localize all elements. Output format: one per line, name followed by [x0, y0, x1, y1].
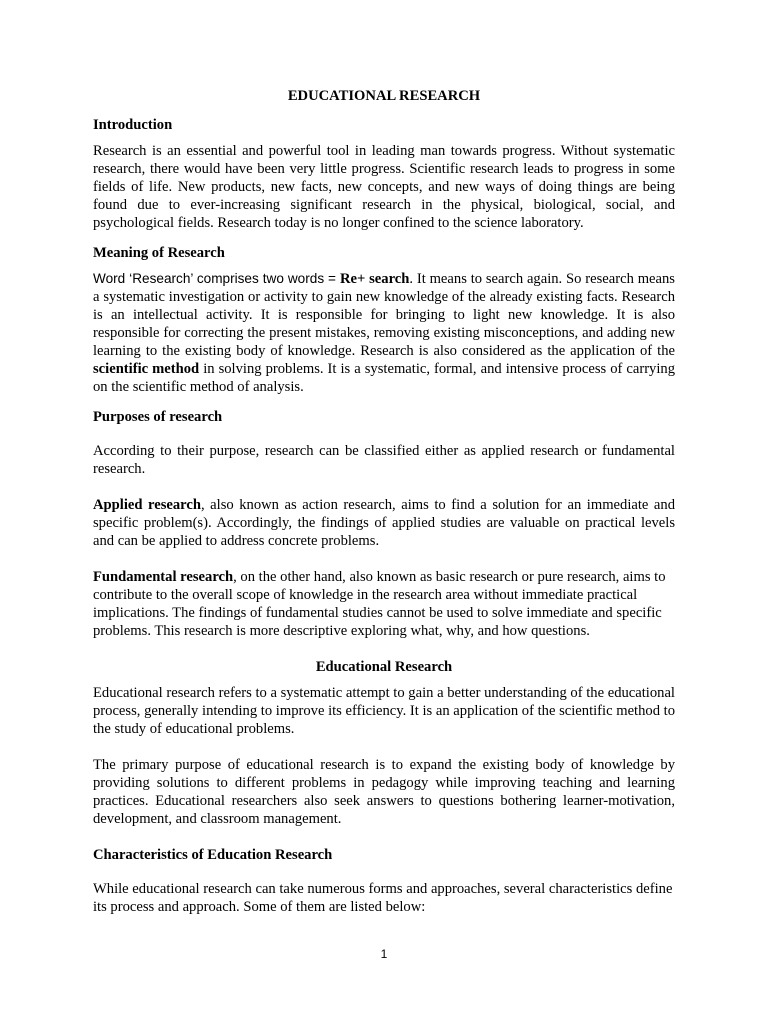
paragraph-educational-research-2: The primary purpose of educational research is to expand the existing body of knowledge by providing solutions to different problems in pedagogy while improving teaching and learning practices. Educational researchers also seek answers to questions bothering learner-motivation, development, and classroom management. [93, 757, 675, 827]
meaning-bold-term: Re+ search [339, 271, 410, 287]
paragraph-applied-research [93, 496, 675, 550]
paragraph-fundamental-research [93, 568, 675, 640]
heading-purposes-of-research: Purposes of research [93, 409, 223, 425]
applied-research-text: , also known as action research, aims to find a solution for an immediate and specific problem(s). Accordingly, the findings of applied studies are valuable on practical levels and can be applied to address concrete problems. [93, 497, 676, 549]
paragraph-purposes: According to their purpose, research can be classified either as applied research or fundamental research. [93, 443, 675, 477]
paragraph-characteristics: While educational research can take numerous forms and approaches, several characteristics define its process and approach. Some of them are listed below: [93, 881, 673, 915]
paragraph-educational-research-1: Educational research refers to a systematic attempt to gain a better understanding of the educational process, generally intending to improve its efficiency. It is an application of the scientific method to the study of educational problems. [93, 685, 675, 737]
heading-educational-research: Educational Research [315, 659, 453, 675]
paragraph-introduction: Research is an essential and powerful tool in leading man towards progress. Without systematic research, there would have been very little progress. Scientific research leads to progress in some fields of life. New products, new facts, new concepts, and new ways of doing things are being found due to ever-increasing significant research in the physical, biological, social, and psychological fields. Research today is no longer confined to the science laboratory. [93, 143, 675, 231]
heading-introduction: Introduction [93, 117, 173, 133]
applied-research-term: Applied research [93, 497, 201, 513]
scientific-method-term: scientific method [93, 361, 200, 377]
document-title: EDUCATIONAL RESEARCH [287, 88, 481, 104]
heading-characteristics: Characteristics of Education Research [93, 847, 333, 863]
fundamental-research-text: , on the other hand, also known as basic research or pure research, aims to contribute to the overall scope of knowledge in the research area without immediate practical implications. The findings of fundamental studies cannot be used to solve immediate and specific problems. This research is more descriptive exploring what, why, and how questions. [93, 569, 666, 639]
paragraph-meaning-of-research [93, 270, 675, 396]
meaning-body-text: . It means to search again. So research means a systematic investigation or activity to gain new knowledge of the already existing facts. Research is an intellectual activity. It is responsible for bringing to light new knowledge. It is also responsible for correcting the present mistakes, removing existing misconceptions, and adding new learning to the existing body of knowledge. Research is also considered as the application of the [93, 271, 675, 359]
fundamental-research-term: Fundamental research [93, 569, 234, 585]
document-body [93, 87, 675, 916]
heading-meaning-of-research: Meaning of Research [93, 245, 225, 261]
meaning-lead-text: Word ‘Research’ comprises two words = [93, 271, 340, 286]
meaning-tail-text: in solving problems. It is a systematic, formal, and intensive process of carrying on the scientific method of analysis. [93, 361, 675, 395]
page-number: 1 [380, 947, 388, 961]
